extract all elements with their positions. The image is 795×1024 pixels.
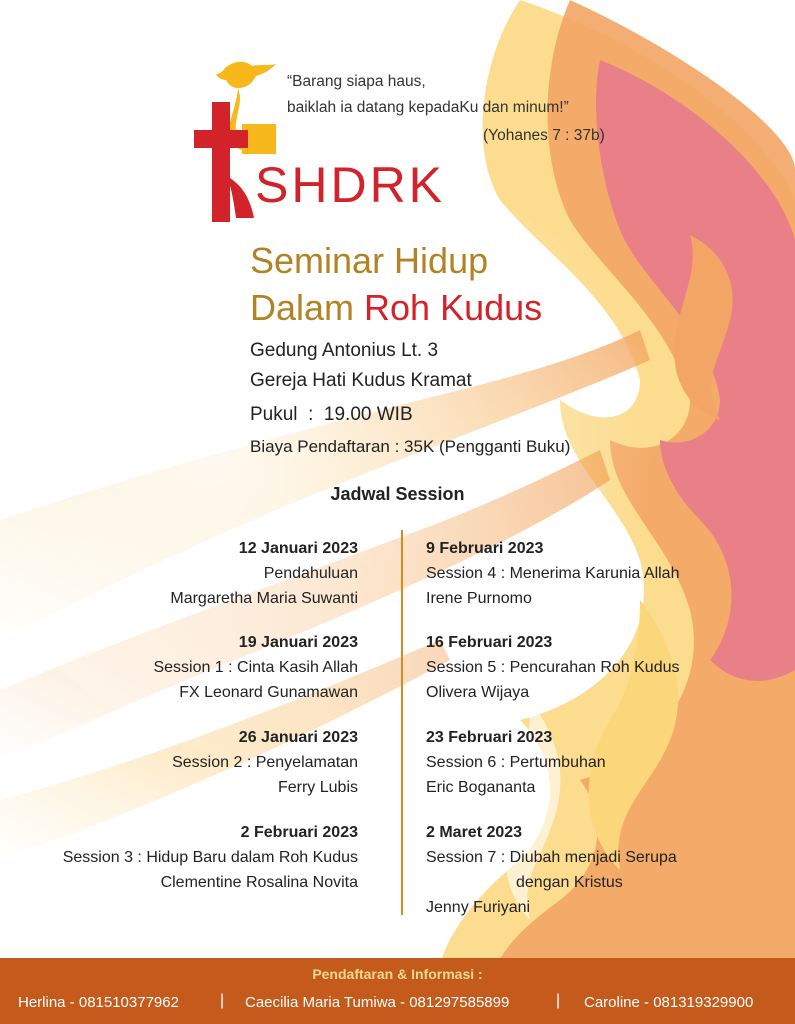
footer-separator: | [220, 992, 225, 1009]
session-topic: Session 3 : Hidup Baru dalam Roh Kudus [62, 849, 358, 866]
session-speaker: Irene Purnomo [426, 590, 532, 607]
footer-bar [0, 958, 795, 1024]
session-speaker: Ferry Lubis [277, 779, 358, 796]
quote-line-1: “Barang siapa haus, [287, 73, 426, 90]
session-item [172, 725, 358, 800]
shdrk-logo-icon [190, 58, 290, 248]
session-item [170, 536, 358, 611]
quote-reference: (Yohanes 7 : 37b) [483, 127, 605, 144]
session-item [426, 536, 679, 611]
session-item [426, 820, 677, 920]
session-item [153, 630, 358, 705]
time: Pukul : 19.00 WIB [250, 404, 413, 425]
session-date: 2 Maret 2023 [426, 824, 523, 841]
church: Gereja Hati Kudus Kramat [250, 370, 472, 391]
session-date: 9 Februari 2023 [426, 540, 544, 557]
session-topic: Session 1 : Cinta Kasih Allah [153, 659, 358, 676]
session-date: 16 Februari 2023 [426, 634, 553, 651]
session-speaker: Jenny Furiyani [426, 899, 531, 916]
session-topic: Session 2 : Penyelamatan [172, 754, 358, 771]
session-item [426, 630, 680, 705]
quote-line-2: baiklah ia datang kepadaKu dan minum!” [287, 99, 569, 116]
session-date: 12 Januari 2023 [238, 540, 358, 557]
title-line-2-highlight: Roh Kudus [364, 287, 543, 328]
session-topic: Session 5 : Pencurahan Roh Kudus [426, 659, 680, 676]
session-speaker: Eric Bogananta [426, 779, 536, 796]
session-topic: Pendahuluan [263, 565, 358, 582]
session-item [63, 820, 358, 895]
title-line-2-part1: Dalam [250, 287, 365, 328]
session-speaker: Margaretha Maria Suwanti [170, 590, 358, 607]
session-topic-continued: dengan Kristus [516, 874, 623, 891]
footer-separator: | [556, 992, 561, 1009]
contact-herlina: Herlina - 081510377962 [18, 994, 179, 1011]
session-speaker: Olivera Wijaya [426, 684, 530, 701]
session-topic: Session 6 : Pertumbuhan [426, 754, 606, 771]
schedule-divider [401, 530, 403, 915]
session-date: 2 Februari 2023 [240, 824, 358, 841]
title-line-1: Seminar Hidup [250, 240, 489, 281]
session-item [426, 725, 606, 800]
session-date: 26 Januari 2023 [238, 729, 358, 746]
title-line-2 [250, 287, 543, 328]
registration-fee: Biaya Pendaftaran : 35K (Pengganti Buku) [250, 437, 571, 456]
session-topic: Session 4 : Menerima Karunia Allah [426, 565, 680, 582]
session-topic: Session 7 : Diubah menjadi Serupa [426, 849, 677, 866]
session-speaker: Clementine Rosalina Novita [160, 874, 358, 891]
schedule-heading: Jadwal Session [330, 484, 465, 504]
contact-caecilia: Caecilia Maria Tumiwa - 081297585899 [245, 994, 510, 1011]
title-acronym: SHDRK [255, 157, 446, 213]
session-speaker: FX Leonard Gunamawan [179, 684, 358, 701]
venue: Gedung Antonius Lt. 3 [250, 340, 439, 361]
footer-title: Pendaftaran & Informasi : [312, 966, 483, 982]
session-date: 19 Januari 2023 [238, 634, 358, 651]
contact-caroline: Caroline - 081319329900 [584, 994, 754, 1011]
session-date: 23 Februari 2023 [426, 729, 553, 746]
